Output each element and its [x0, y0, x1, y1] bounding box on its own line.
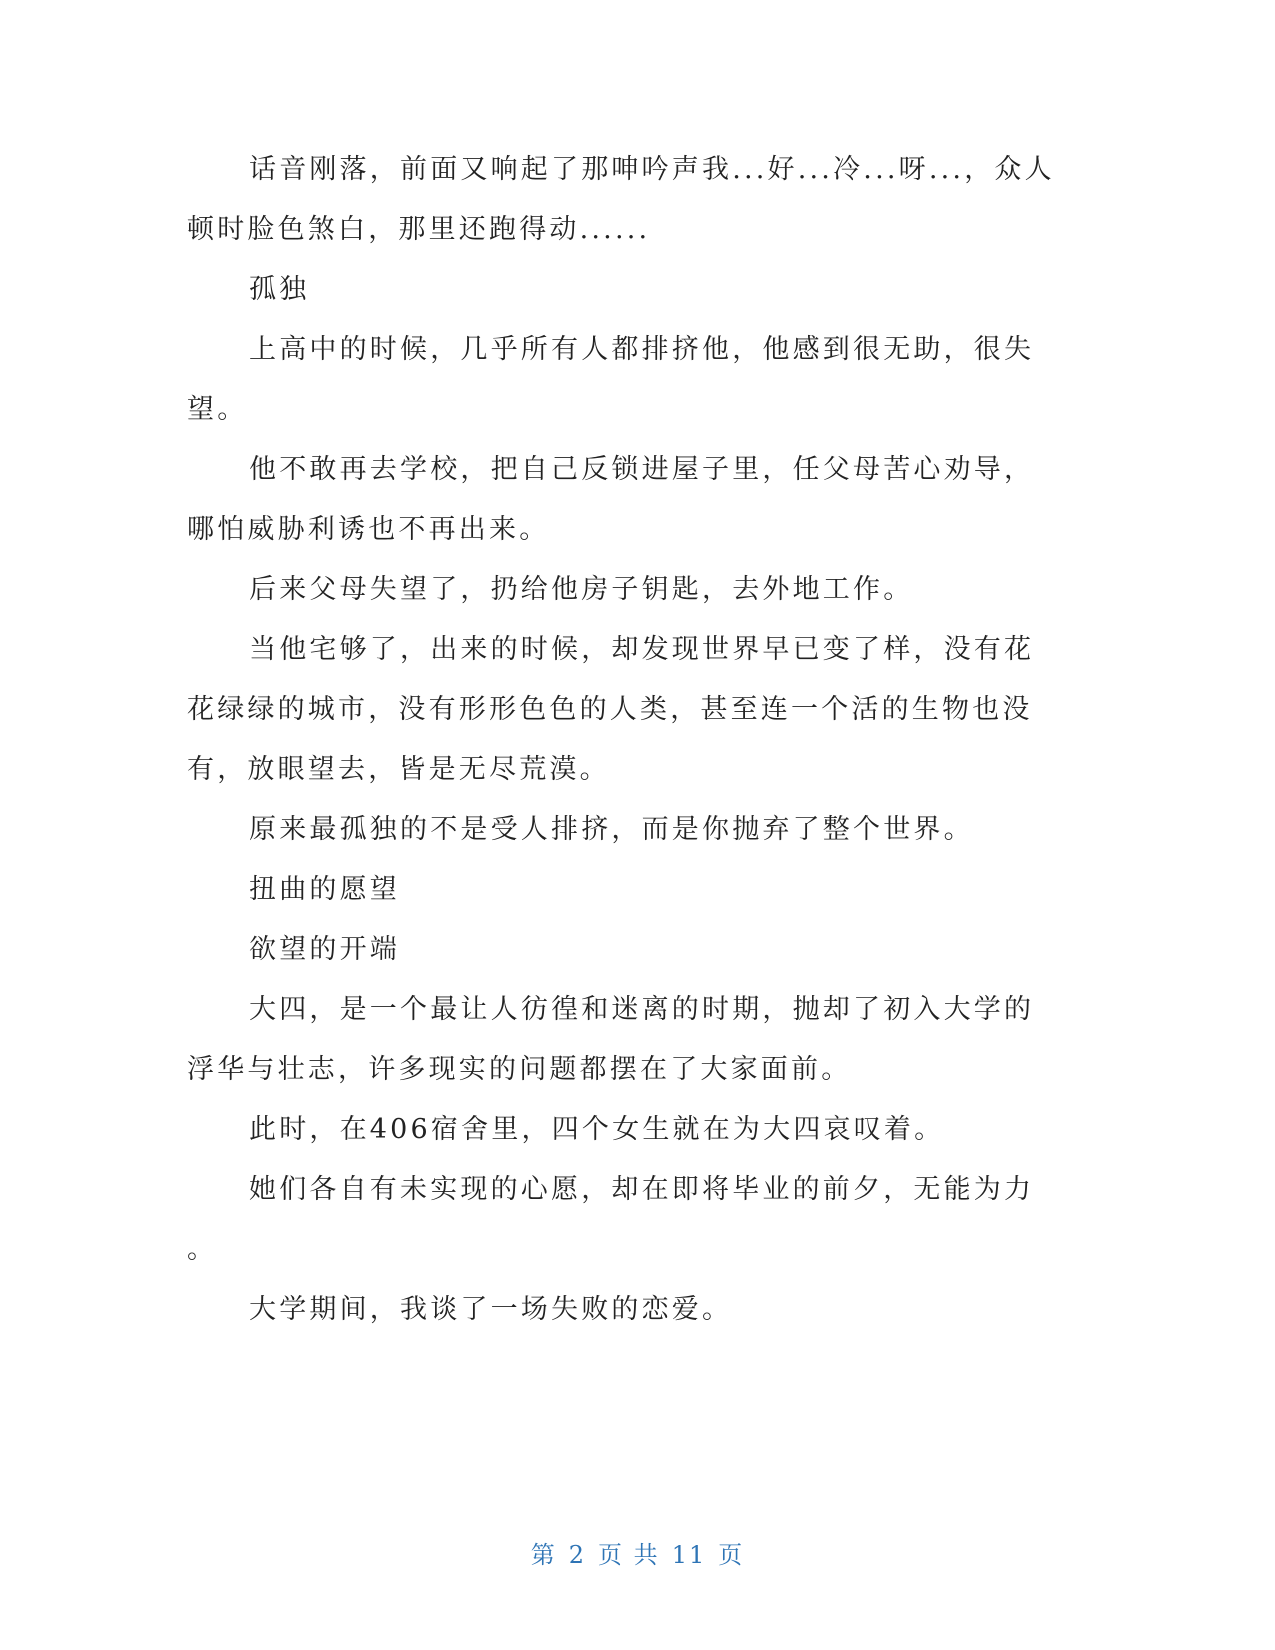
document-body: [187, 140, 1057, 1340]
paragraph: 当他宅够了，出来的时候，却发现世界早已变了样，没有花花绿绿的城市，没有形形色色的人类，甚至连一个活的生物也没有，放眼望去，皆是无尽荒漠。: [187, 634, 1035, 785]
paragraph-continuation: 。: [187, 1234, 218, 1265]
paragraph: 原来最孤独的不是受人排挤，而是你抛弃了整个世界。: [249, 814, 974, 845]
total-pages: 11: [671, 1541, 707, 1569]
section-heading: 孤独: [249, 274, 310, 305]
footer-suffix: 页: [718, 1541, 745, 1569]
paragraph: 话音刚落，前面又响起了那呻吟声我...好...冷...呀...，众人顿时脸色煞白，那里还跑得动......: [187, 154, 1055, 245]
page-footer: [0, 1535, 1275, 1570]
footer-prefix: 第: [530, 1541, 557, 1569]
paragraph: 上高中的时候，几乎所有人都排挤他，他感到很无助，很失望。: [187, 334, 1035, 425]
paragraph: 大四，是一个最让人彷徨和迷离的时期，抛却了初入大学的浮华与壮志，许多现实的问题都摆在了大家面前。: [187, 994, 1035, 1085]
paragraph: 大学期间，我谈了一场失败的恋爱。: [249, 1294, 733, 1325]
page-number: 2: [568, 1541, 587, 1569]
paragraph: 他不敢再去学校，把自己反锁进屋子里，任父母苦心劝导，哪怕威胁利诱也不再出来。: [187, 454, 1035, 545]
subsection-heading: 欲望的开端: [249, 934, 400, 965]
paragraph: 此时，在406宿舍里，四个女生就在为大四哀叹着。: [249, 1114, 945, 1145]
footer-middle: 页 共: [598, 1541, 660, 1569]
paragraph: 后来父母失望了，扔给他房子钥匙，去外地工作。: [249, 574, 914, 605]
paragraph: 她们各自有未实现的心愿，却在即将毕业的前夕，无能为力: [249, 1174, 1035, 1205]
section-heading: 扭曲的愿望: [249, 874, 400, 905]
